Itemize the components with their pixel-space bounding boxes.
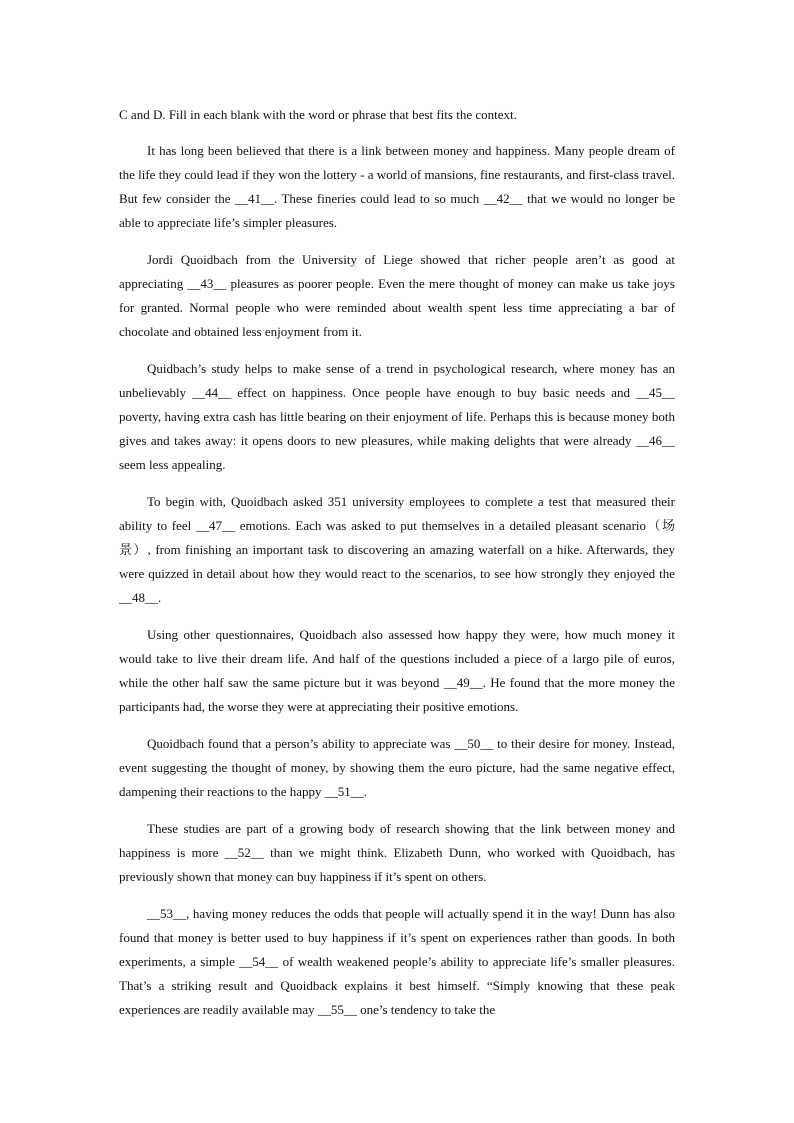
paragraph-7: These studies are part of a growing body of research showing that the link between money and happiness is more __52__ than we might think. Elizabeth Dunn, who worked with Quoidbach, has previously shown that money can buy happiness if it’s spent on others. bbox=[119, 821, 675, 884]
paragraph-3: Quidbach’s study helps to make sense of a trend in psychological research, where money has an unbelievably __44__ effect on happiness. Once people have enough to buy basic needs and __45__ poverty, having extra cash has little bearing on their enjoyment of life. Perhaps this is because money both gives and takes away: it opens doors to new pleasures, while making delights that were already __46__ seem less appealing. bbox=[119, 361, 675, 472]
paragraph-2: Jordi Quoidbach from the University of Liege showed that richer people aren’t as good at appreciating __43__ pleasures as poorer people. Even the mere thought of money can make us take joys for granted. Normal people who were reminded about wealth spent less time appreciating a bar of chocolate and obtained less enjoyment from it. bbox=[119, 252, 675, 339]
document-page bbox=[119, 103, 675, 1035]
paragraph-4: To begin with, Quoidbach asked 351 university employees to complete a test that measured their ability to feel __47__ emotions. Each was asked to put themselves in a detailed pleasant scenario（场景）, from finishing an important task to discovering an amazing waterfall on a hike. Afterwards, they were quizzed in detail about how they would react to the scenarios, to see how strongly they enjoyed the __48__. bbox=[119, 494, 675, 605]
paragraph-1: It has long been believed that there is a link between money and happiness. Many people dream of the life they could lead if they won the lottery - a world of mansions, fine restaurants, and first-class travel. But few consider the __41__. These fineries could lead to so much __42__ that we would no longer be able to appreciate life’s simpler pleasures. bbox=[119, 143, 675, 230]
paragraph-6: Quoidbach found that a person’s ability to appreciate was __50__ to their desire for money. Instead, event suggesting the thought of money, by showing them the euro picture, had the same negative effect, dampening their reactions to the happy __51__. bbox=[119, 736, 675, 799]
paragraph-5: Using other questionnaires, Quoidbach also assessed how happy they were, how much money it would take to live their dream life. And half of the questions included a piece of a largo pile of euros, while the other half saw the same picture but it was beyond __49__. He found that the more money the participants had, the worse they were at appreciating their positive emotions. bbox=[119, 627, 675, 714]
paragraph-8: __53__, having money reduces the odds that people will actually spend it in the way! Dunn has also found that money is better used to buy happiness if it’s spent on experiences rather than goods. In both experiments, a simple __54__ of wealth weakened people’s ability to appreciate life’s smaller pleasures. That’s a striking result and Quoidback explains it best himself. “Simply knowing that these peak experiences are readily available may __55__ one’s tendency to take the bbox=[119, 906, 675, 1017]
instructions-text: C and D. Fill in each blank with the word or phrase that best fits the context. bbox=[119, 107, 517, 122]
